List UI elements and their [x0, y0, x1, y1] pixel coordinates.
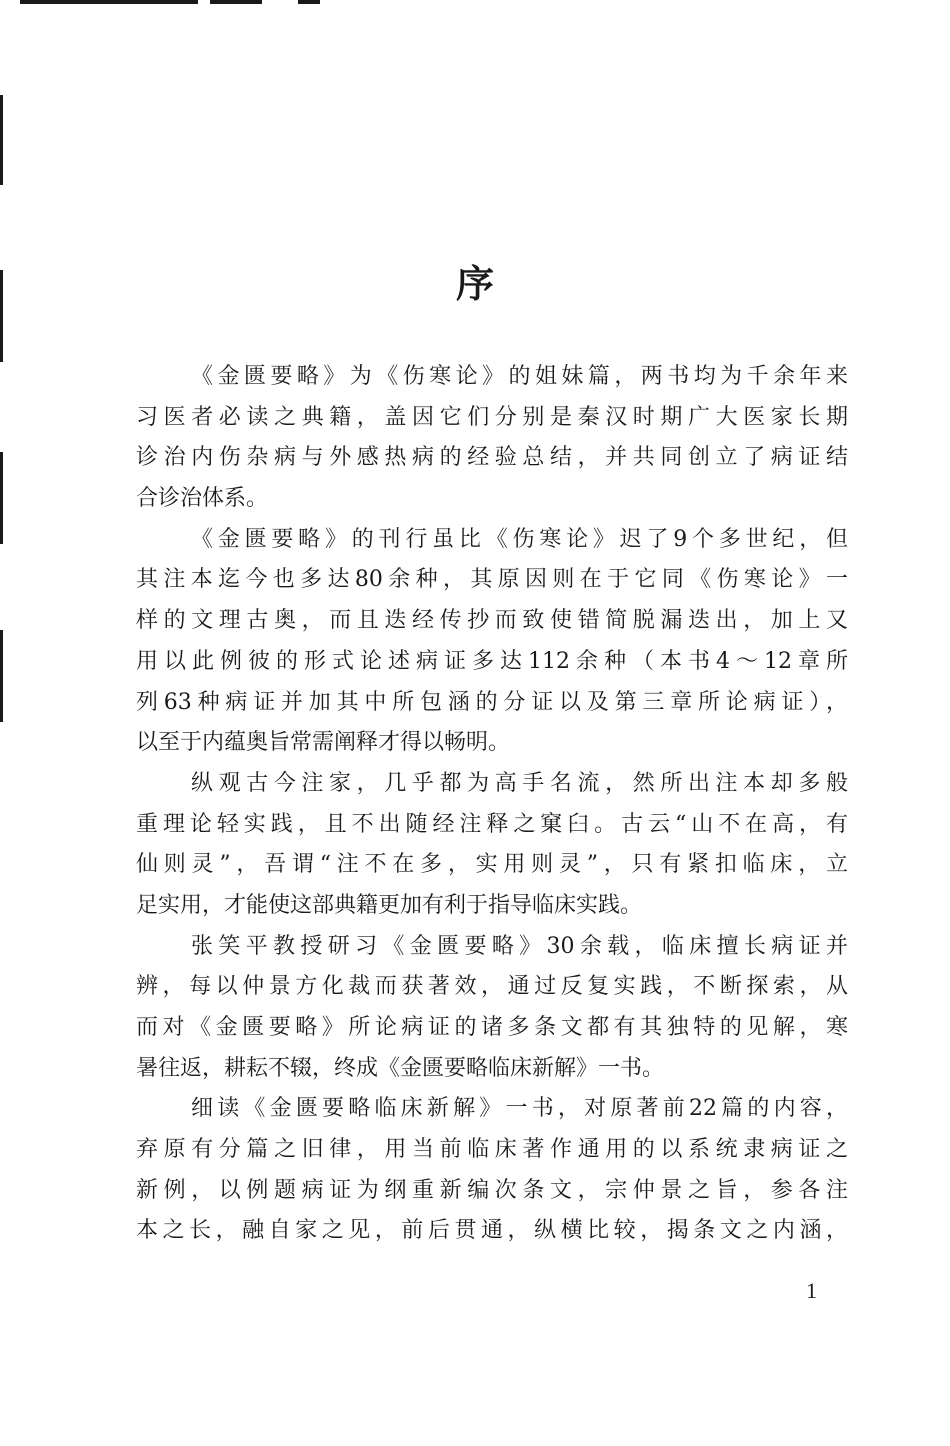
paragraph — [136, 520, 848, 764]
binding-scan-mark — [0, 452, 3, 544]
text-line: 《金匮要略》的刊行虽比《伤寒论》迟了9个多世纪，但 — [191, 526, 848, 552]
text-line: 纵观古今注家，几乎都为高手名流，然所出注本却多般 — [191, 770, 848, 796]
paragraph — [136, 764, 848, 927]
text-line: 细读《金匮要略临床新解》一书，对原著前22篇的内容， — [191, 1096, 848, 1122]
text-line: 而对《金匮要略》所论病证的诸多条文都有其独特的见解，寒 — [136, 1015, 848, 1040]
paragraph — [136, 1089, 848, 1252]
page-number: 1 — [806, 1278, 817, 1303]
text-line: 样的文理古奥，而且迭经传抄而致使错简脱漏迭出，加上又 — [136, 608, 848, 634]
text-line: 列63种病证并加其中所包涵的分证以及第三章所论病证）， — [136, 689, 848, 715]
text-line: 其注本迄今也多达80余种，其原因则在于它同《伤寒论》一 — [136, 567, 848, 593]
paragraph — [136, 357, 848, 520]
binding-scan-mark — [0, 95, 3, 185]
text-line: 本之长，融自家之见，前后贯通，纵横比较，揭条文之内涵， — [136, 1218, 848, 1244]
text-line: 合诊治体系。 — [136, 486, 269, 512]
text-line: 足实用，才能使这部典籍更加有利于指导临床实践。 — [136, 892, 643, 918]
text-line: 仙则灵”，吾谓“注不在多，实用则灵”，只有紧扣临床，立 — [136, 852, 848, 878]
text-line: 用以此例彼的形式论述病证多达112余种（本书4～12章所 — [136, 648, 848, 674]
text-line: 诊治内伤杂病与外感热病的经验总结，并共同创立了病证结 — [136, 445, 848, 471]
paragraph — [136, 927, 848, 1090]
text-line: 张笑平教授研习《金匮要略》30余载，临床擅长病证并 — [191, 933, 848, 959]
top-scan-rule — [210, 0, 262, 4]
text-line: 重理论轻实践，且不出随经注释之窠臼。古云“山不在高，有 — [136, 811, 848, 837]
binding-scan-mark — [0, 630, 3, 722]
preface-body — [136, 357, 848, 1252]
text-line: 暑往返，耕耘不辍，终成《金匮要略临床新解》一书。 — [136, 1055, 665, 1081]
text-line: 弃原有分篇之旧律，用当前临床著作通用的以系统隶病证之 — [136, 1137, 848, 1163]
text-line: 辨，每以仲景方化裁而获著效，通过反复实践，不断探索，从 — [136, 974, 848, 1000]
text-line: 习医者必读之典籍，盖因它们分别是秦汉时期广大医家长期 — [136, 404, 848, 430]
top-scan-rule — [298, 0, 320, 4]
text-line: 以至于内蕴奥旨常需阐释才得以畅明。 — [136, 730, 511, 756]
page-title: 序 — [455, 261, 494, 307]
text-line: 新例，以例题病证为纲重新编次条文，宗仲景之旨，参各注 — [136, 1177, 848, 1203]
top-scan-rule — [20, 0, 198, 4]
text-line: 《金匮要略》为《伤寒论》的姐妹篇，两书均为千余年来 — [191, 364, 848, 389]
